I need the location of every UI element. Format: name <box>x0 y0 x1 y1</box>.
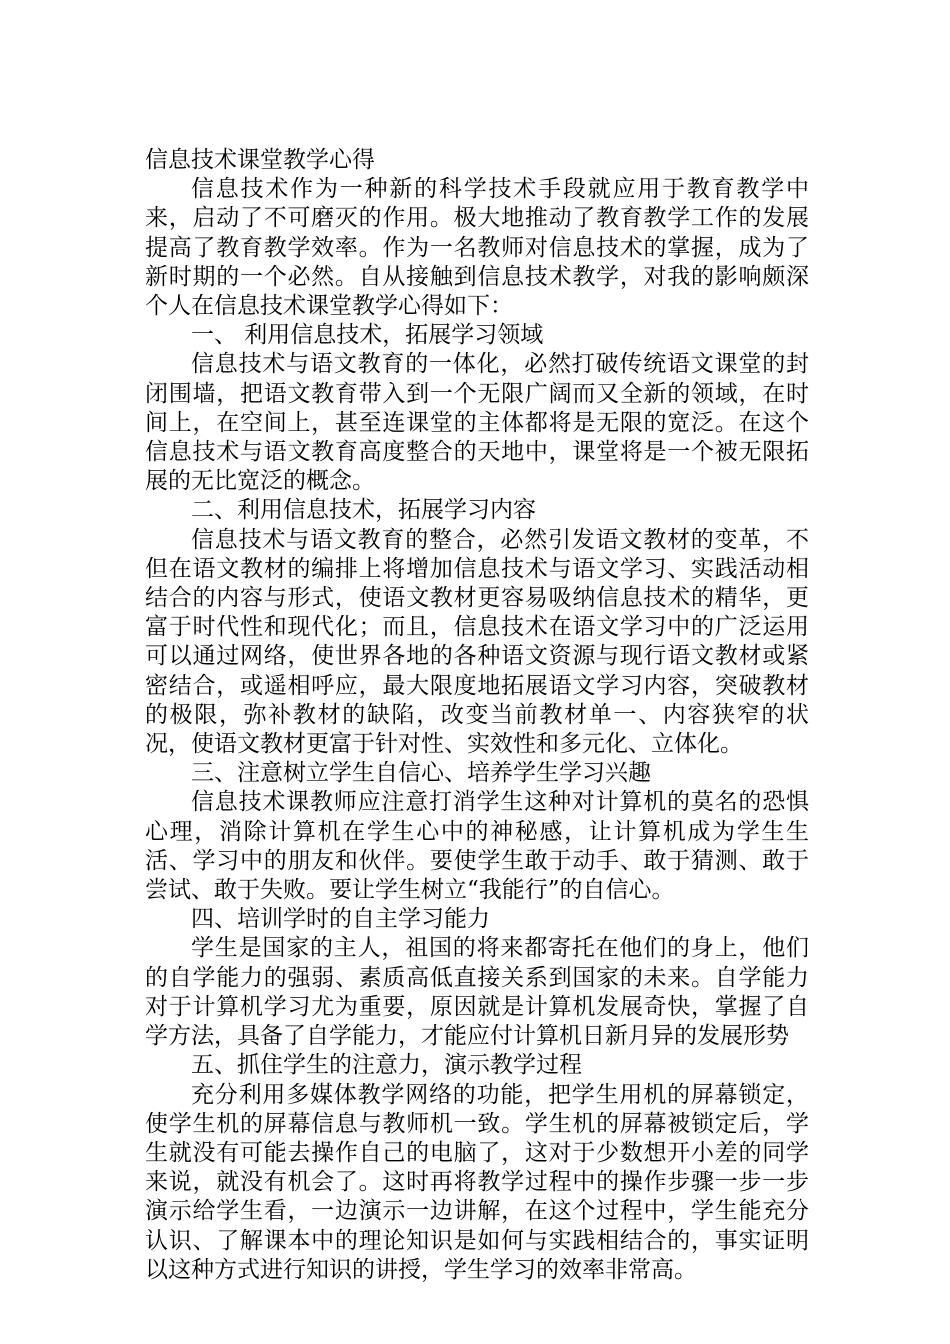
section-paragraph-1: 信息技术与语文教育的一体化，必然打破传统语文课堂的封闭围墙，把语文教育带入到一个无限广阔而又全新的领域，在时间上，在空间上，甚至连课堂的主体都将是无限的宽泛。在这个信息技术与语文教育高度整合的天地中，课堂将是一个被无限拓展的无比宽泛的概念。 <box>145 351 809 495</box>
section-heading-4: 四、培训学时的自主学习能力 <box>191 906 490 933</box>
section-heading-2: 二、利用信息技术，拓展学习内容 <box>191 497 536 524</box>
section-paragraph-4: 学生是国家的主人，祖国的将来都寄托在他们的身上，他们的自学能力的强弱、素质高低直接关系到国家的未来。自学能力对于计算机学习尤为重要，原因就是计算机发展奇快，掌握了自学方法，具备了自学能力，才能应付计算机日新月异的发展形势 <box>145 935 809 1050</box>
document-title: 信息技术课堂教学心得 <box>145 147 375 173</box>
document-body <box>145 146 809 1285</box>
section-paragraph-5: 充分利用多媒体教学网络的功能，把学生用机的屏幕锁定，使学生机的屏幕信息与教师机一致。学生机的屏幕被锁定后，学生就没有可能去操作自己的电脑了，这对于少数想开小差的同学来说，就没有机会了。这时再将教学过程中的操作步骤一步一步演示给学生看，一边演示一边讲解，在这个过程中，学生能充分认识、了解课本中的理论知识是如何与实践相结合的，事实证明以这种方式进行知识的讲授，学生学习的效率非常高。 <box>145 1081 809 1283</box>
section-paragraph-2: 信息技术与语文教育的整合，必然引发语文教材的变革，不但在语文教材的编排上将增加信息技术与语文学习、实践活动相结合的内容与形式，使语文教材更容易吸纳信息技术的精华，更富于时代性和现代化；而且，信息技术在语文学习中的广泛运用可以通过网络，使世界各地的各种语文资源与现行语文教材或紧密结合，或遥相呼应，最大限度地拓展语文学习内容，突破教材的极限，弥补教材的缺陷，改变当前教材单一、内容狭窄的状况，使语文教材更富于针对性、实效性和多元化、立体化。 <box>145 526 809 758</box>
section-paragraph-3: 信息技术课教师应注意打消学生这种对计算机的莫名的恐惧心理，消除计算机在学生心中的神秘感，让计算机成为学生生活、学习中的朋友和伙伴。要使学生敢于动手、敢于猜测、敢于尝试、敢于失败。要让学生树立“我能行”的自信心。 <box>145 789 809 904</box>
section-heading-3: 三、注意树立学生自信心、培养学生学习兴趣 <box>191 760 651 787</box>
section-heading-5: 五、抓住学生的注意力，演示教学过程 <box>191 1052 582 1079</box>
intro-paragraph: 信息技术作为一种新的科学技术手段就应用于教育教学中来，启动了不可磨灭的作用。极大地推动了教育教学工作的发展提高了教育教学效率。作为一名教师对信息技术的掌握，成为了新时期的一个必然。自从接触到信息技术教学，对我的影响颇深个人在信息技术课堂教学心得如下： <box>145 176 809 320</box>
section-heading-1: 一、 利用信息技术，拓展学习领域 <box>191 322 544 349</box>
